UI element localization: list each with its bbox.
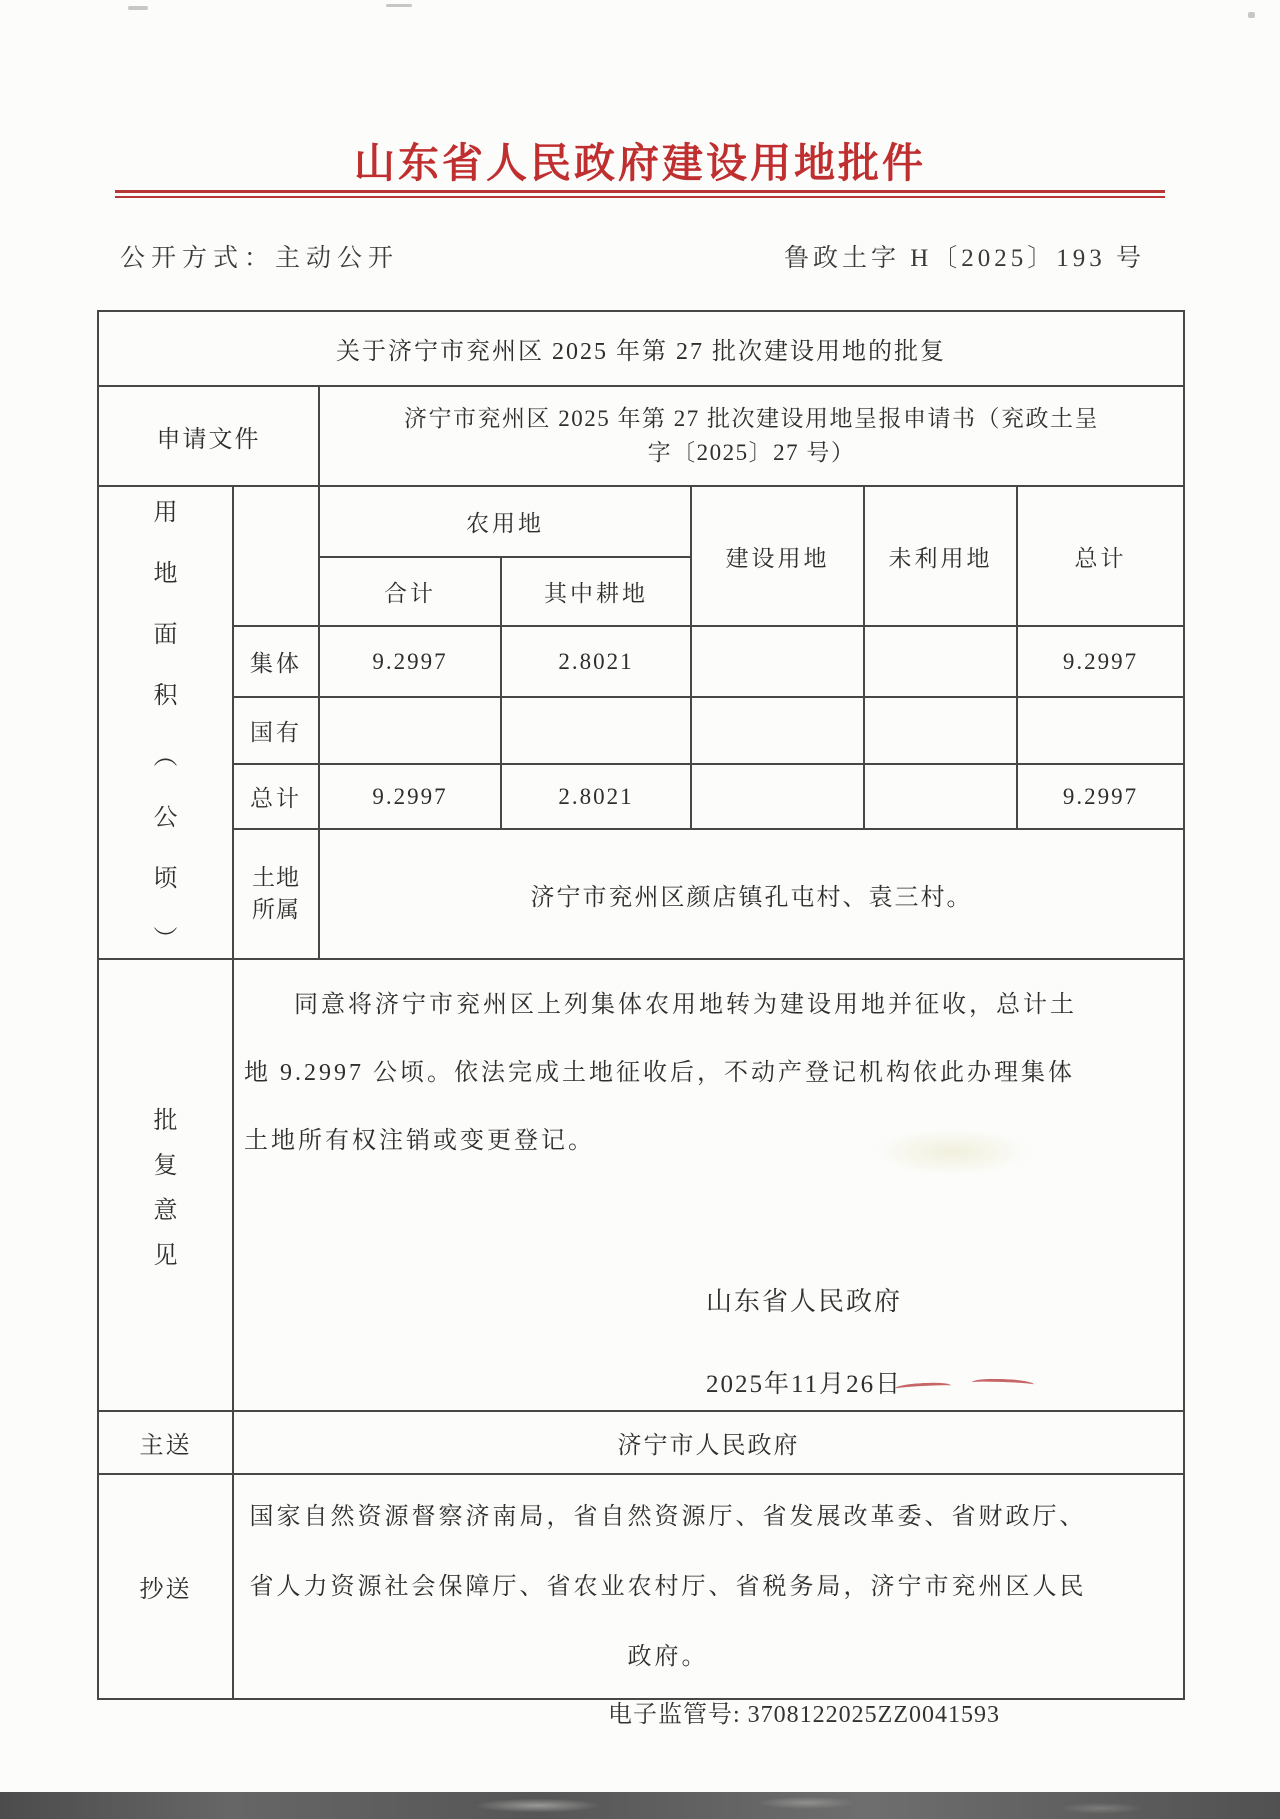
land-area-label-char: ︵ <box>153 743 178 770</box>
application-label: 申请文件 <box>98 386 319 486</box>
cc-value-cell <box>233 1474 1184 1699</box>
table-row-total <box>98 764 1184 829</box>
ownership-value: 济宁市兖州区颜店镇孔屯村、袁三村。 <box>319 829 1184 959</box>
table-row-collective <box>98 626 1184 697</box>
signature-block <box>639 1281 969 1400</box>
land-area-label-char: 积 <box>153 682 178 709</box>
col-header-construction: 建设用地 <box>691 486 864 626</box>
meta-row <box>120 238 1165 274</box>
subject-row <box>98 311 1184 386</box>
row-label-total: 总计 <box>233 764 319 829</box>
col-header-total: 总计 <box>1017 486 1184 626</box>
approval-text: 同意将济宁市兖州区上列集体农用地转为建设用地并征收，总计土地 9.2997 公顷。依法完成土地征收后，不动产登记机构依此办理集体土地所有权注销或变更登记。 <box>244 991 1077 1154</box>
approval-section-label <box>103 1100 228 1270</box>
state-unused <box>864 697 1017 764</box>
approval-label-char: 批 <box>153 1108 178 1134</box>
scan-speck <box>1248 12 1255 18</box>
application-value-cell <box>319 386 1184 486</box>
supervision-number: 电子监管号: 3708122025ZZ0041593 <box>608 1702 1000 1728</box>
state-total <box>1017 697 1184 764</box>
scan-smudge <box>872 1128 1032 1176</box>
document-subject: 关于济宁市兖州区 2025 年第 27 批次建设用地的批复 <box>98 311 1184 386</box>
cc-row <box>98 1474 1184 1699</box>
land-area-section-label-cell <box>98 486 233 959</box>
col-header-subtotal: 合计 <box>319 557 501 626</box>
land-area-label-char: ︶ <box>153 926 178 953</box>
signature-date: 2025年11月26日 <box>706 1370 903 1398</box>
land-area-label-char: 顷 <box>153 865 178 892</box>
collective-subtotal: 9.2997 <box>319 626 501 697</box>
total-subtotal: 9.2997 <box>319 764 501 829</box>
main-recipient-row <box>98 1411 1184 1474</box>
main-recipient-value: 济宁市人民政府 <box>233 1411 1184 1474</box>
row-label-collective: 集体 <box>233 626 319 697</box>
total-total: 9.2997 <box>1017 764 1184 829</box>
scan-edge-bar <box>0 1792 1280 1819</box>
collective-unused <box>864 626 1017 697</box>
document-number: 鲁政土字 H〔2025〕193 号 <box>783 245 1145 272</box>
approval-label-char: 见 <box>153 1243 178 1269</box>
scan-speck <box>128 6 148 10</box>
land-area-label-char: 公 <box>153 804 178 831</box>
ownership-label-line2: 所属 <box>252 897 300 922</box>
ownership-label-line1: 土地 <box>252 865 300 890</box>
approval-table <box>97 310 1185 1700</box>
page-title: 山东省人民政府建设用地批件 <box>354 140 926 186</box>
land-area-label-char: 地 <box>153 560 178 587</box>
total-cultivated: 2.8021 <box>501 764 691 829</box>
state-cultivated <box>501 697 691 764</box>
title-divider-line-bottom <box>115 196 1165 198</box>
table-row-state-owned <box>98 697 1184 764</box>
collective-total: 9.2997 <box>1017 626 1184 697</box>
land-ownership-row <box>98 829 1184 959</box>
land-area-section-label <box>103 492 228 954</box>
collective-cultivated: 2.8021 <box>501 626 691 697</box>
approval-opinion-row <box>98 959 1184 1411</box>
total-unused <box>864 764 1017 829</box>
row-label-header-cell <box>233 486 319 626</box>
main-recipient-label: 主送 <box>98 1411 233 1474</box>
cc-text: 国家自然资源督察济南局，省自然资源厅、省发展改革委、省财政厅、省人力资源社会保障厅、省农业农村厅、省税务局，济宁市兖州区人民政府。 <box>249 1503 1087 1670</box>
scan-speck <box>386 4 412 7</box>
col-header-cultivated: 其中耕地 <box>501 557 691 626</box>
approval-label-char: 意 <box>153 1198 178 1224</box>
col-header-agricultural: 农用地 <box>319 486 691 557</box>
approval-content-cell <box>233 959 1184 1411</box>
application-value: 济宁市兖州区 2025 年第 27 批次建设用地呈报申请书（兖政土呈字〔2025〕27 号） <box>404 406 1100 465</box>
application-row <box>98 386 1184 486</box>
title-divider-line-top <box>115 190 1165 193</box>
cc-label: 抄送 <box>98 1474 233 1699</box>
approval-label-cell <box>98 959 233 1411</box>
row-label-state-owned: 国有 <box>233 697 319 764</box>
publish-method: 公开方式：主动公开 <box>120 245 400 272</box>
state-subtotal <box>319 697 501 764</box>
total-construction <box>691 764 864 829</box>
land-area-label-char: 面 <box>153 621 178 648</box>
ownership-label <box>233 829 319 959</box>
land-area-label-char: 用 <box>153 499 178 526</box>
state-construction <box>691 697 864 764</box>
col-header-unused: 未利用地 <box>864 486 1017 626</box>
collective-construction <box>691 626 864 697</box>
approval-label-char: 复 <box>153 1153 178 1179</box>
land-area-header-row-1 <box>98 486 1184 557</box>
signer-name: 山东省人民政府 <box>706 1286 903 1316</box>
